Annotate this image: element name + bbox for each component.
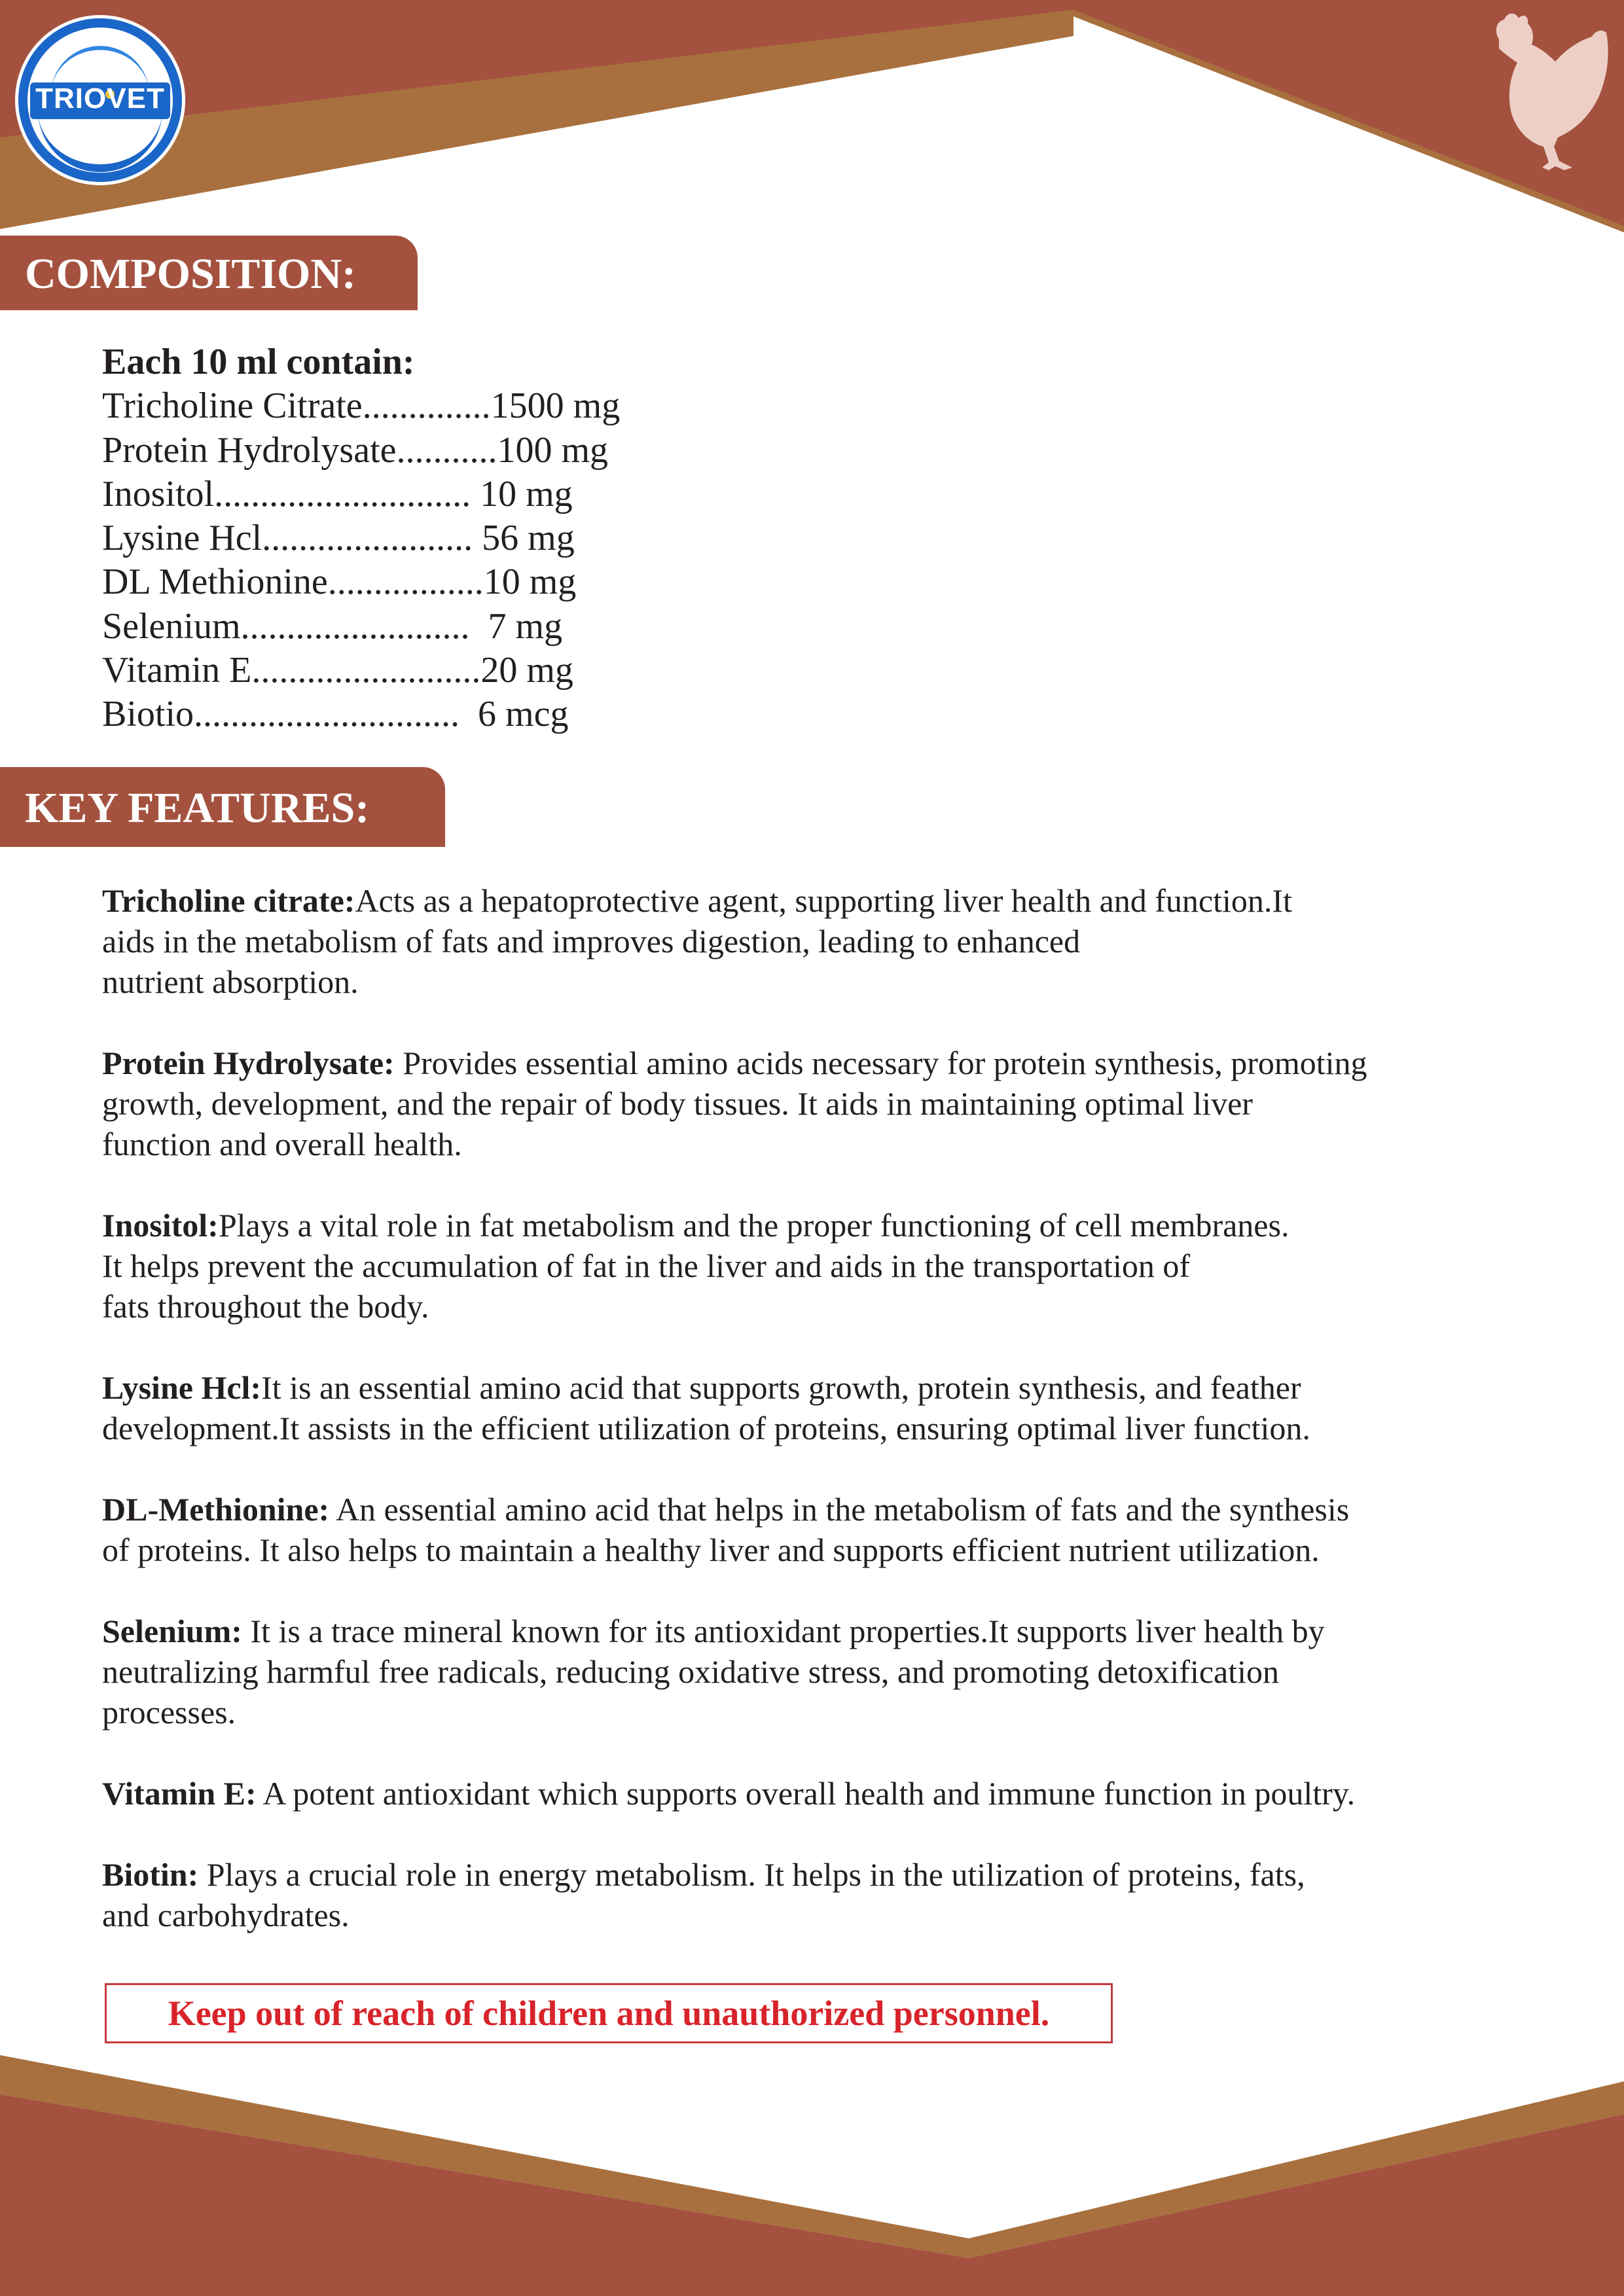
feature-line: fats throughout the body.	[102, 1288, 429, 1325]
feature-text: An essential amino acid that helps in the metabolism of fats and the synthesis	[329, 1491, 1350, 1528]
feature-title: Lysine Hcl:	[102, 1369, 262, 1406]
feature-line: neutralizing harmful free radicals, reducing oxidative stress, and promoting detoxification	[102, 1653, 1280, 1690]
feature-line: processes.	[102, 1694, 236, 1731]
composition-intro: Each 10 ml contain:	[102, 342, 415, 382]
feature-text: It is an essential amino acid that supports growth, protein synthesis, and feather	[261, 1369, 1301, 1406]
feature-line: and carbohydrates.	[102, 1897, 350, 1933]
feature-text: Plays a vital role in fat metabolism and the proper functioning of cell membranes.	[218, 1207, 1290, 1244]
feature-line	[102, 1611, 1575, 1651]
feature-title: Vitamin E:	[102, 1775, 257, 1812]
triovet-logo	[12, 12, 189, 188]
feature-title: Protein Hydrolysate:	[102, 1045, 395, 1081]
feature-line	[102, 1367, 1575, 1408]
feature-line: of proteins. It also helps to maintain a healthy liver and supports efficient nutrient utilization.	[102, 1532, 1320, 1568]
feature-title: Selenium:	[102, 1613, 242, 1649]
feature-title: Tricholine citrate:	[102, 882, 355, 919]
feature-selenium	[102, 1611, 1575, 1732]
composition-row: Tricholine Citrate..............1500 mg	[102, 386, 621, 427]
feature-line: aids in the metabolism of fats and improves digestion, leading to enhanced	[102, 923, 1081, 960]
hen-icon	[1481, 7, 1612, 190]
feature-text: Acts as a hepatoprotective agent, supporting liver health and function.It	[355, 882, 1292, 919]
feature-text: Plays a crucial role in energy metabolism. It helps in the utilization of proteins, fats,	[198, 1856, 1305, 1893]
feature-line	[102, 1489, 1575, 1530]
feature-line	[102, 1043, 1575, 1083]
feature-line: development.It assists in the efficient utilization of proteins, ensuring optimal liver function.	[102, 1410, 1310, 1446]
bottom-decorative-banner	[0, 2042, 1624, 2296]
feature-text: A potent antioxidant which supports overall health and immune function in poultry.	[256, 1775, 1356, 1812]
feature-line	[102, 1205, 1575, 1246]
key-features-header: KEY FEATURES:	[0, 767, 445, 847]
feature-title: DL-Methionine:	[102, 1491, 330, 1528]
feature-line: It helps prevent the accumulation of fat in the liver and aids in the transportation of	[102, 1247, 1190, 1284]
warning-notice: Keep out of reach of children and unauthorized personnel.	[105, 1983, 1113, 2043]
feature-tricholine-citrate	[102, 880, 1575, 1002]
composition-row: DL Methionine.................10 mg	[102, 562, 577, 603]
composition-row: Selenium......................... 7 mg	[102, 605, 563, 647]
composition-list	[102, 340, 620, 737]
feature-text: It is a trace mineral known for its antioxidant properties.It supports liver health by	[242, 1613, 1325, 1649]
composition-row: Inositol............................ 10 mg	[102, 473, 573, 514]
feature-dl-methionine	[102, 1489, 1575, 1570]
feature-line	[102, 1854, 1575, 1895]
top-decorative-banner	[0, 0, 1624, 249]
feature-line: function and overall health.	[102, 1126, 462, 1162]
feature-line	[102, 1773, 1575, 1814]
feature-inositol	[102, 1205, 1575, 1327]
feature-text: Provides essential amino acids necessary for protein synthesis, promoting	[394, 1045, 1367, 1081]
feature-protein-hydrolysate	[102, 1043, 1575, 1164]
feature-vitamin-e	[102, 1773, 1575, 1814]
feature-lysine-hcl	[102, 1367, 1575, 1448]
composition-header: COMPOSITION:	[0, 236, 418, 310]
feature-title: Biotin:	[102, 1856, 199, 1893]
feature-title: Inositol:	[102, 1207, 219, 1244]
composition-row: Lysine Hcl....................... 56 mg	[102, 518, 575, 559]
feature-biotin	[102, 1854, 1575, 1935]
composition-row: Vitamin E.........................20 mg	[102, 650, 573, 691]
key-features-list	[102, 880, 1575, 1976]
composition-row: Biotio............................. 6 mcg	[102, 694, 569, 735]
logo-text: TRIOVET	[35, 82, 165, 115]
feature-line: growth, development, and the repair of body tissues. It aids in maintaining optimal liver	[102, 1085, 1253, 1122]
feature-line	[102, 880, 1575, 921]
composition-row: Protein Hydrolysate...........100 mg	[102, 429, 609, 471]
feature-line: nutrient absorption.	[102, 963, 359, 1000]
